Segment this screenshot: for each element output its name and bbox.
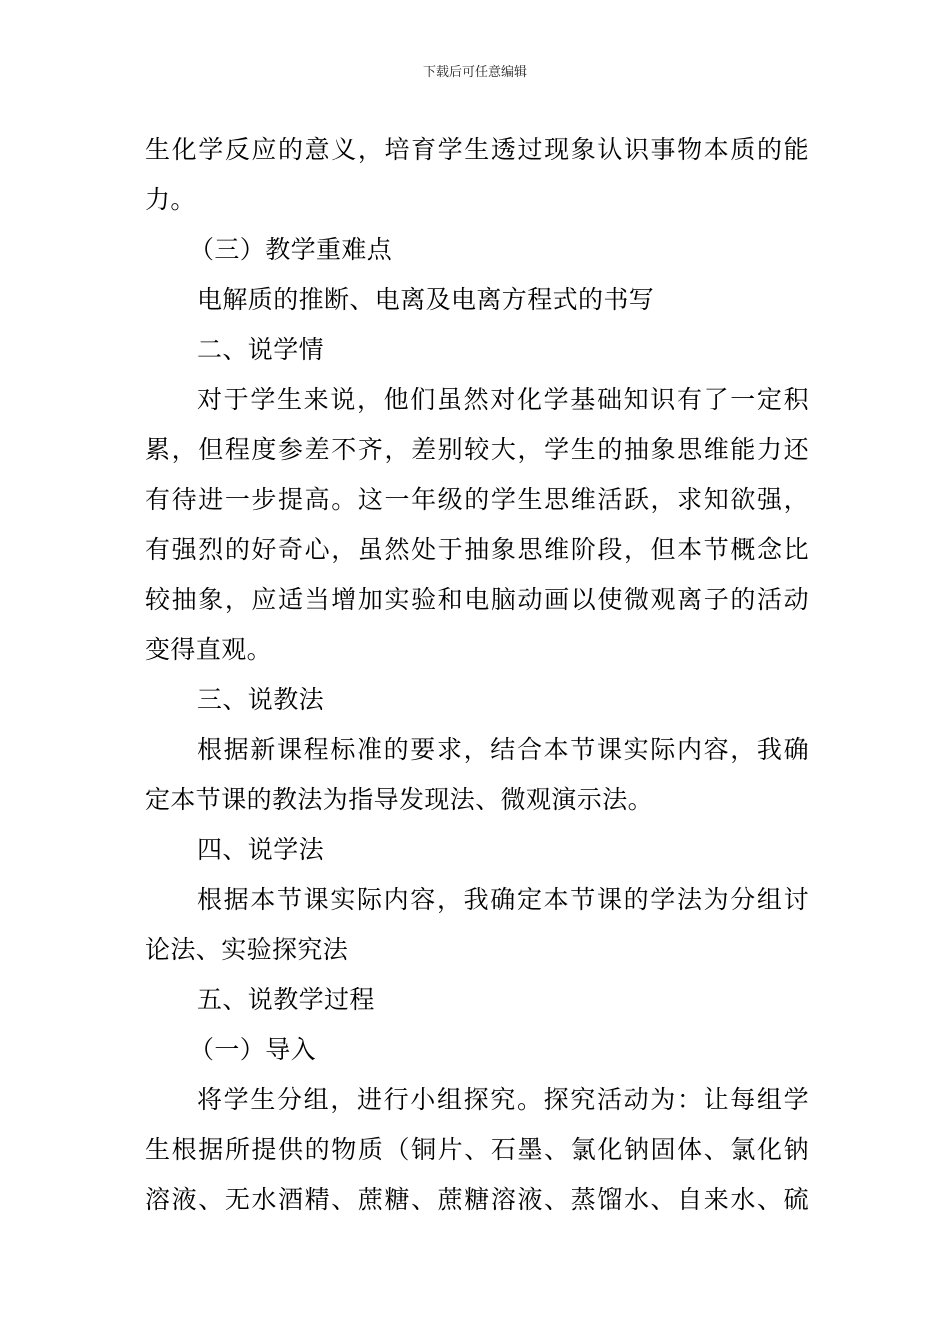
- text-line: 较抽象，应适当增加实验和电脑动画以使微观离子的活动: [145, 585, 809, 614]
- section-heading: 二、说学情: [197, 335, 325, 364]
- text-line: 定本节课的教法为指导发现法、微观演示法。: [145, 785, 654, 814]
- text-line: 有强烈的好奇心，虽然处于抽象思维阶段，但本节概念比: [145, 535, 809, 564]
- text-line: 论法、实验探究法: [145, 935, 349, 964]
- text-line: 有待进一步提高。这一年级的学生思维活跃，求知欲强，: [145, 485, 809, 514]
- section-heading: 三、说教法: [197, 685, 325, 714]
- section-heading: 五、说教学过程: [197, 985, 375, 1014]
- text-line: 生化学反应的意义，培育学生透过现象认识事物本质的能: [145, 135, 809, 164]
- text-line: 累，但程度参差不齐，差别较大，学生的抽象思维能力还: [145, 435, 809, 464]
- text-line: 电解质的推断、电离及电离方程式的书写: [197, 285, 655, 314]
- text-line: 力。: [145, 185, 196, 214]
- text-line: 生根据所提供的物质（铜片、石墨、氯化钠固体、氯化钠: [145, 1135, 809, 1164]
- text-line: 对于学生来说，他们虽然对化学基础知识有了一定积: [197, 385, 809, 414]
- text-line: 变得直观。: [145, 635, 273, 664]
- document-body: [145, 125, 809, 1225]
- section-heading: （一）导入: [189, 1035, 317, 1064]
- section-heading: 四、说学法: [197, 835, 325, 864]
- text-line: 将学生分组，进行小组探究。探究活动为：让每组学: [197, 1085, 809, 1114]
- section-heading: （三）教学重难点: [189, 235, 393, 264]
- text-line: 根据本节课实际内容，我确定本节课的学法为分组讨: [197, 885, 809, 914]
- text-line: 根据新课程标准的要求，结合本节课实际内容，我确: [197, 735, 809, 764]
- page-header: 下载后可任意编辑: [422, 65, 527, 80]
- text-line: 溶液、无水酒精、蔗糖、蔗糖溶液、蒸馏水、自来水、硫: [145, 1185, 809, 1214]
